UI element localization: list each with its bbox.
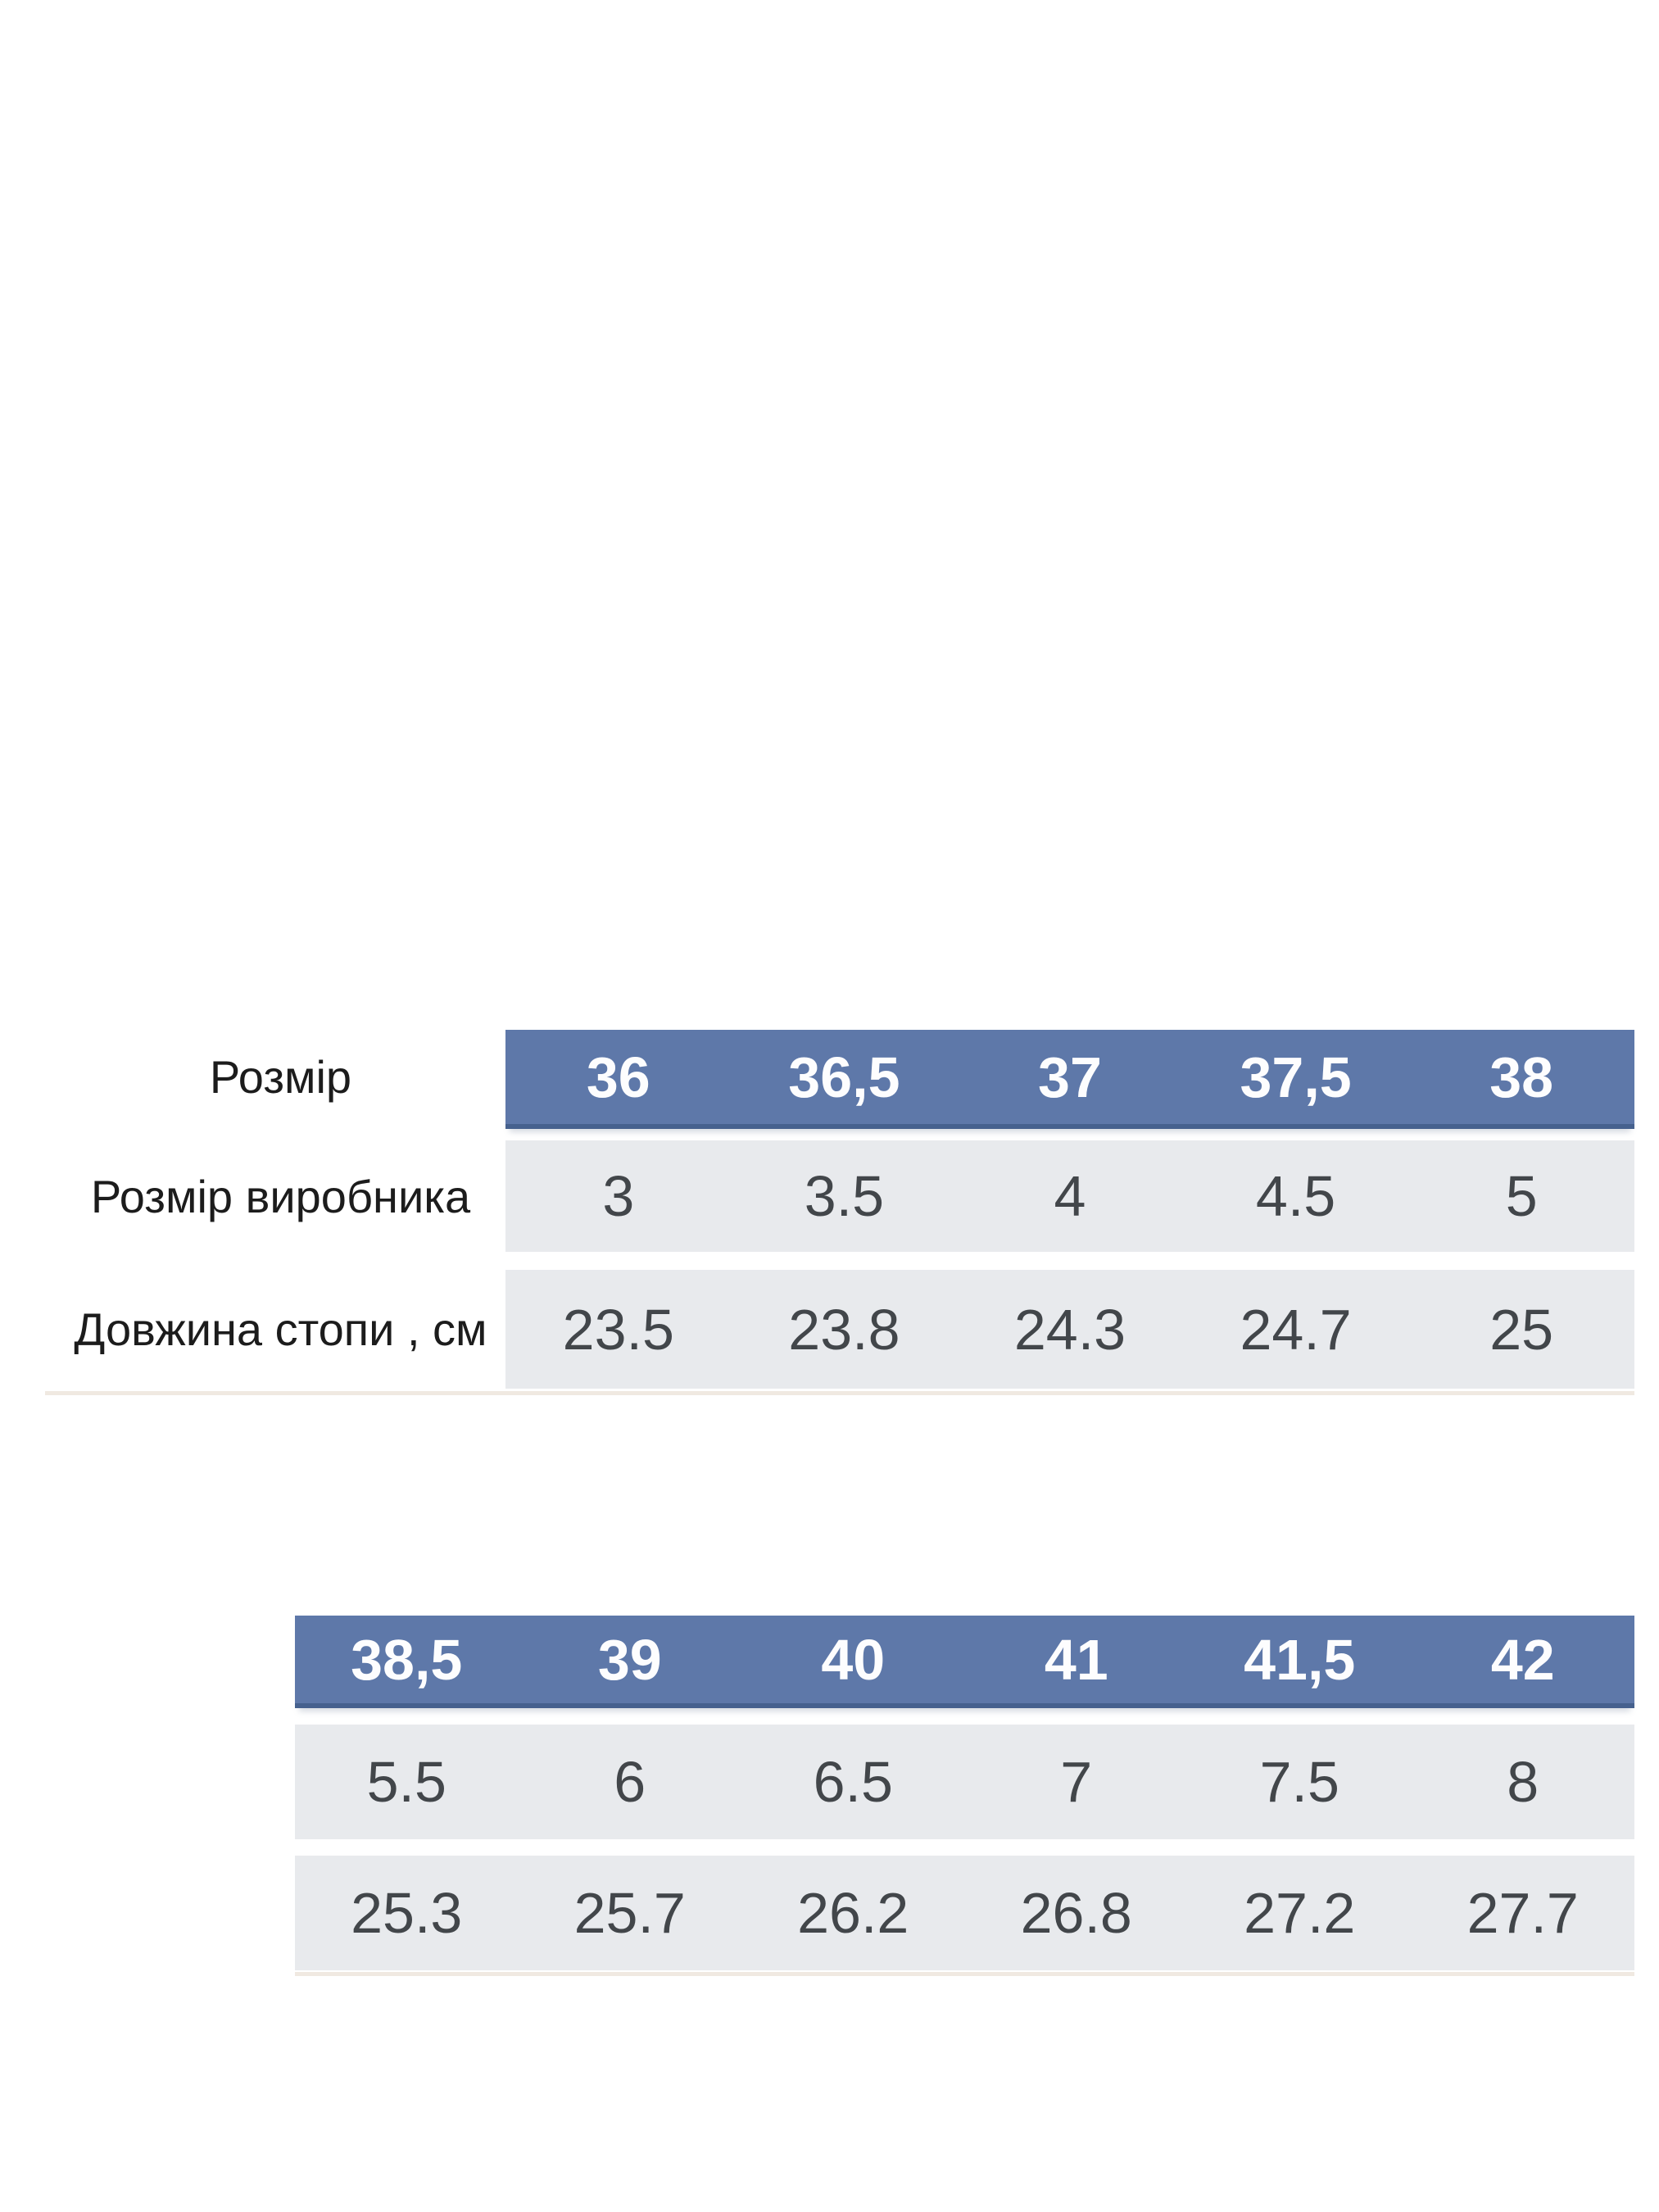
table2-manufacturer-size-cell: 7 bbox=[1060, 1750, 1093, 1814]
table2-manufacturer-size-cell: 6 bbox=[614, 1750, 646, 1814]
table1-foot-length-cell: 25 bbox=[1489, 1297, 1554, 1362]
table2-header-cell: 41,5 bbox=[1244, 1627, 1356, 1692]
table1-foot-length-cell: 23.8 bbox=[788, 1297, 900, 1362]
table2-foot-length-cell: 26.2 bbox=[797, 1881, 909, 1945]
table1-manufacturer-size-cell: 3 bbox=[602, 1164, 635, 1228]
table1-manufacturer-size-cell: 4 bbox=[1054, 1164, 1086, 1228]
row-label-manufacturer-size: Розмір виробника bbox=[90, 1170, 471, 1222]
table2-foot-length-row bbox=[295, 1856, 1634, 1970]
row-label-foot-length: Довжина стопи , см bbox=[74, 1303, 487, 1355]
table2-header-cell: 41 bbox=[1044, 1627, 1108, 1692]
table2-header-cell: 38,5 bbox=[351, 1627, 463, 1692]
table2-header-cell: 42 bbox=[1490, 1627, 1555, 1692]
table2-manufacturer-size-cell: 7.5 bbox=[1259, 1750, 1339, 1814]
table2-foot-length-cell: 25.3 bbox=[351, 1881, 463, 1945]
table1-manufacturer-size-row bbox=[505, 1140, 1634, 1252]
table2-foot-length-cell: 26.8 bbox=[1020, 1881, 1132, 1945]
table1-header-cell: 36 bbox=[586, 1045, 650, 1109]
table2-header-row bbox=[295, 1616, 1634, 1708]
table1-foot-length-cell: 24.7 bbox=[1240, 1297, 1352, 1362]
table1-manufacturer-size-cell: 3.5 bbox=[804, 1164, 885, 1228]
table2-foot-length-cell: 25.7 bbox=[573, 1881, 686, 1945]
table1-foot-length-cell: 24.3 bbox=[1013, 1297, 1126, 1362]
table2-header-cell: 40 bbox=[821, 1627, 886, 1692]
table1-foot-length-row bbox=[505, 1270, 1634, 1389]
table2-header-cell: 39 bbox=[597, 1627, 662, 1692]
table1-header-cell: 37 bbox=[1038, 1045, 1102, 1109]
table1-header-row bbox=[505, 1030, 1634, 1129]
table2-manufacturer-size-cell: 6.5 bbox=[813, 1750, 893, 1814]
table1-header-cell: 38 bbox=[1489, 1045, 1554, 1109]
table1-bottom-divider bbox=[45, 1391, 1634, 1395]
table2-foot-length-cell: 27.2 bbox=[1244, 1881, 1356, 1945]
table1-header-cell: 36,5 bbox=[788, 1045, 900, 1109]
table2-manufacturer-size-cell: 5.5 bbox=[366, 1750, 446, 1814]
table2-bottom-divider bbox=[295, 1972, 1634, 1976]
row-label-size: Розмір bbox=[209, 1051, 352, 1103]
table2-manufacturer-size-cell: 8 bbox=[1507, 1750, 1539, 1814]
table1-manufacturer-size-cell: 5 bbox=[1505, 1164, 1538, 1228]
table2-manufacturer-size-row bbox=[295, 1725, 1634, 1839]
table1-header-cell: 37,5 bbox=[1240, 1045, 1352, 1109]
table1-foot-length-cell: 23.5 bbox=[562, 1297, 674, 1362]
table1-manufacturer-size-cell: 4.5 bbox=[1255, 1164, 1336, 1228]
table2-foot-length-cell: 27.7 bbox=[1466, 1881, 1579, 1945]
